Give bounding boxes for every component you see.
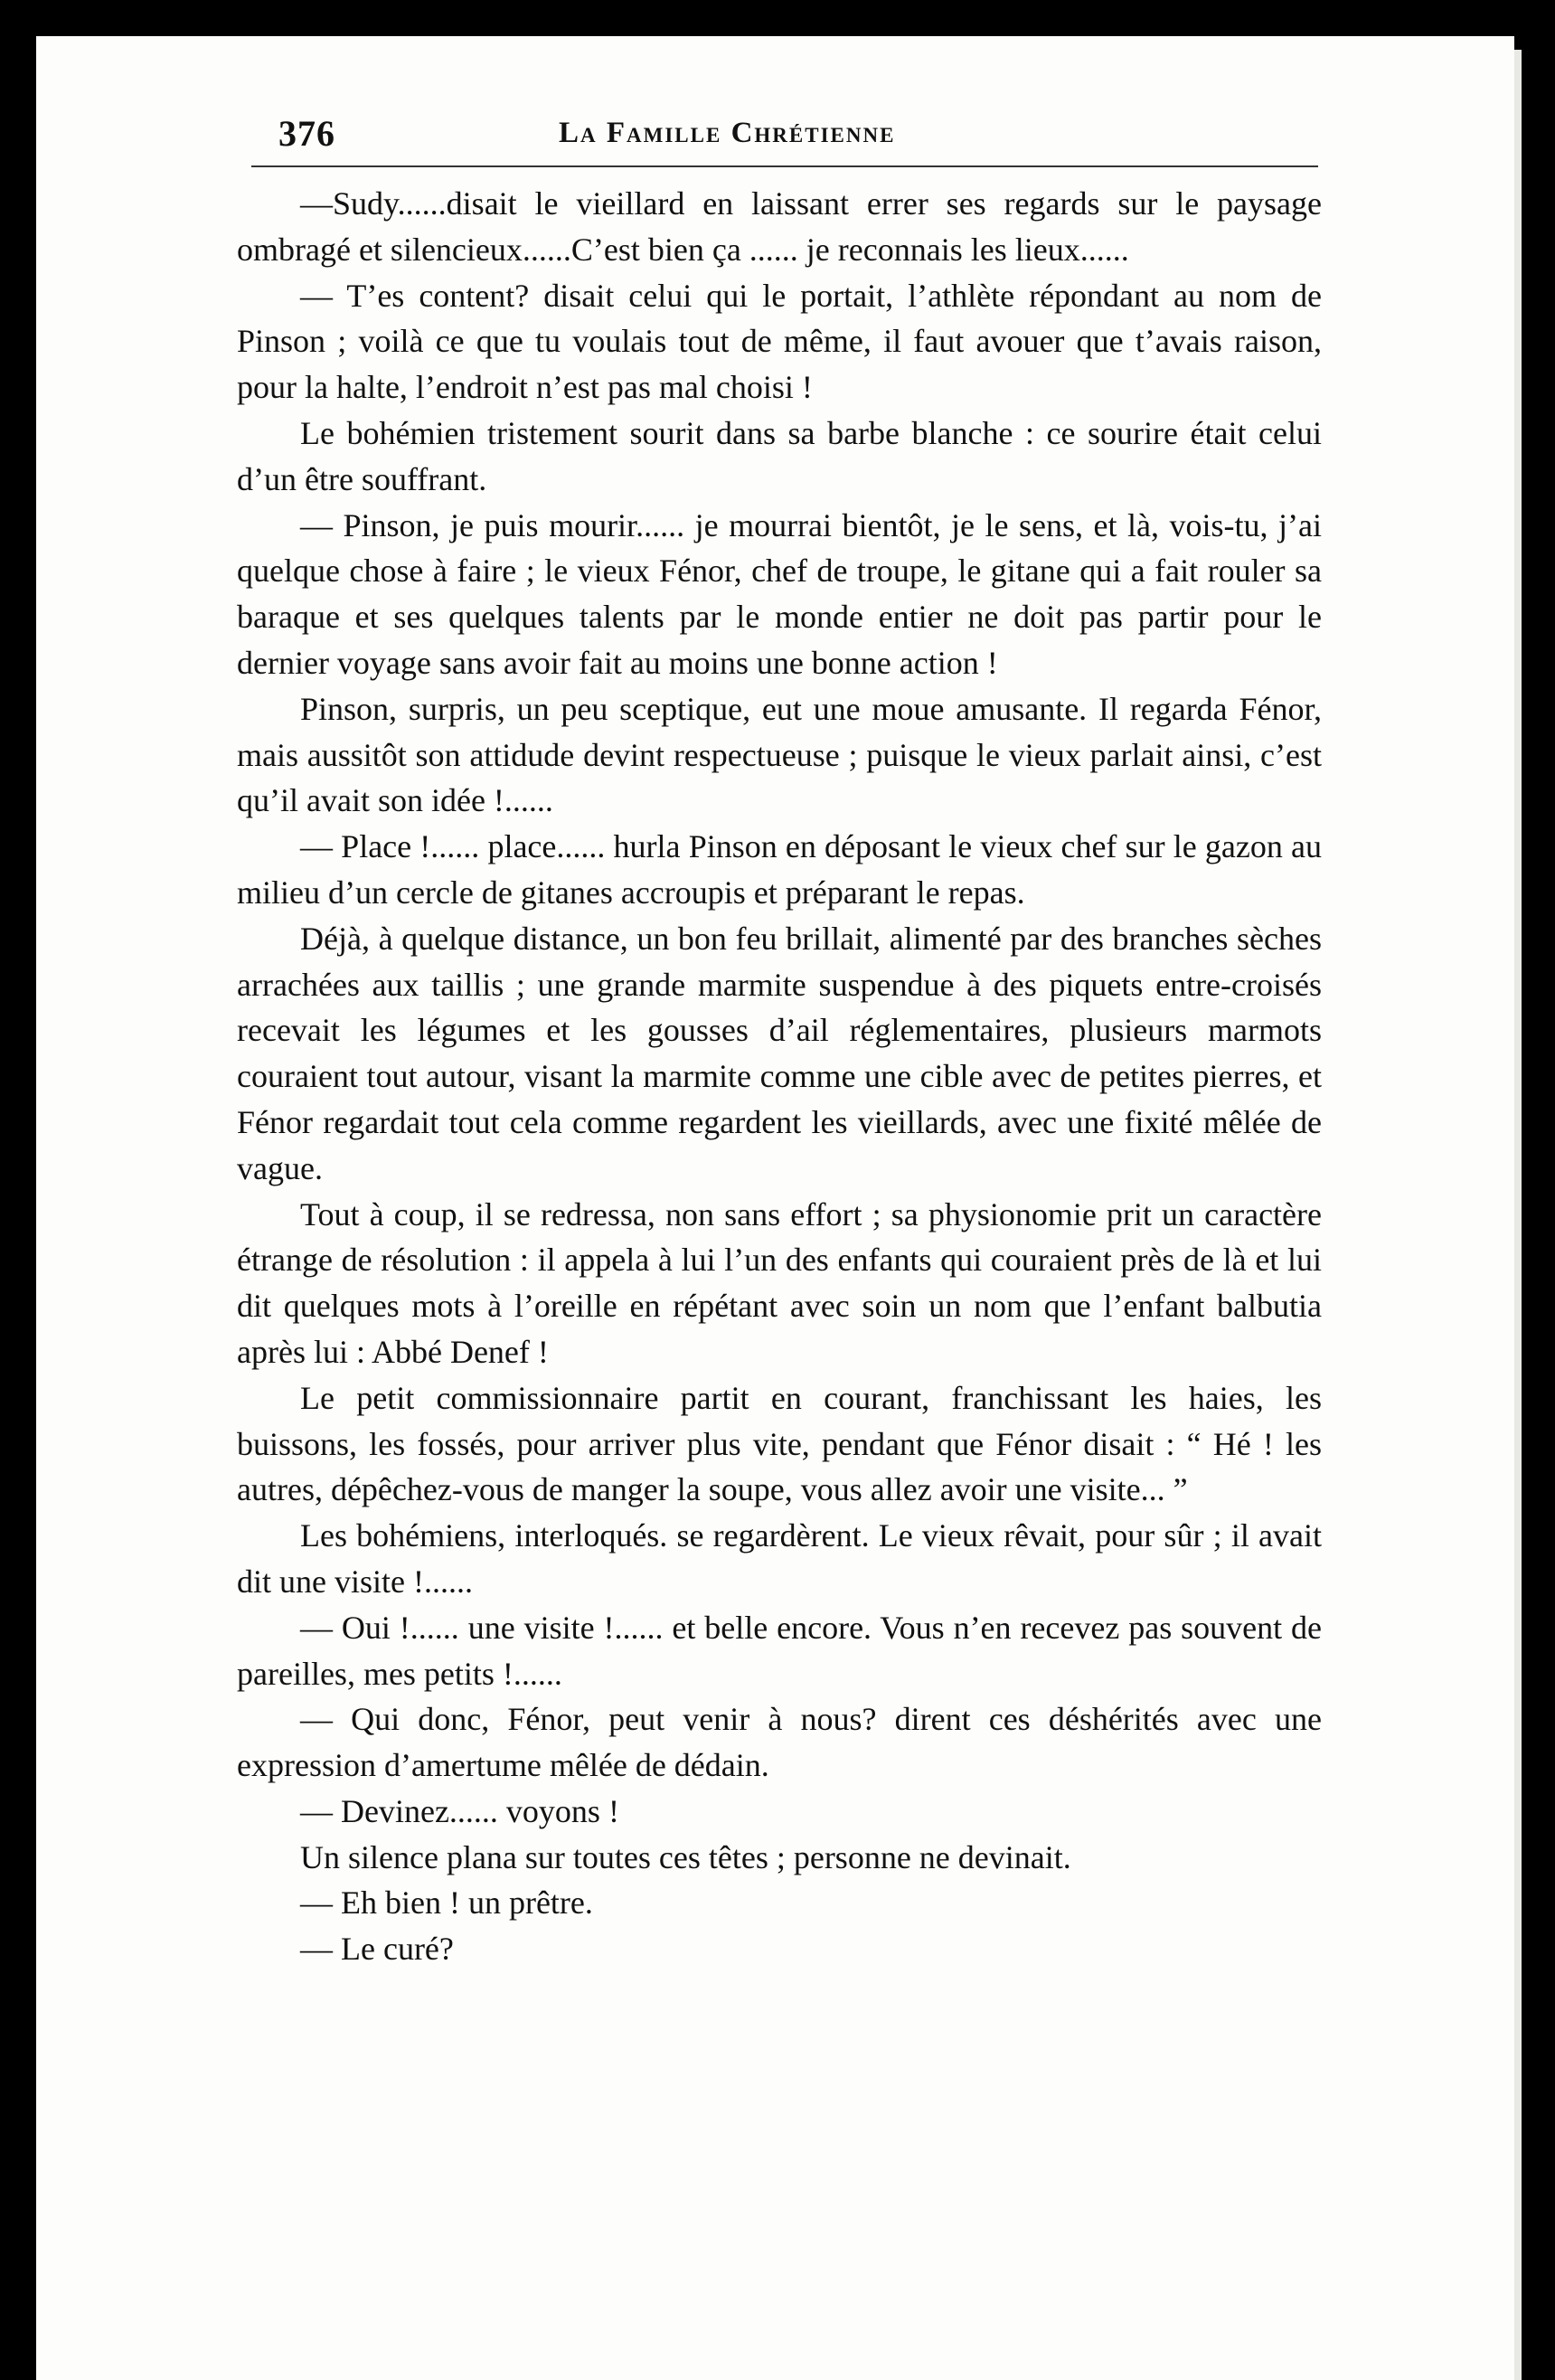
paragraph: — Oui !...... une visite !...... et belle encore. Vous n’en recevez pas souvent de pareilles, mes petits !...... <box>237 1609 1322 1692</box>
paragraph: — Qui donc, Fénor, peut venir à nous? dirent ces déshérités avec une expression d’amertume mêlée de dédain. <box>237 1701 1322 1784</box>
paragraph: — Place !...... place...... hurla Pinson en déposant le vieux chef sur le gazon au milieu d’un cercle de gitanes accroupis et préparant le repas. <box>237 828 1322 911</box>
page-edge <box>1514 50 1522 2380</box>
paragraph: — Pinson, je puis mourir...... je mourrai bientôt, je le sens, et là, vois-tu, j’ai quelque chose à faire ; le vieux Fénor, chef de troupe, le gitane qui a fait rouler sa baraque et ses quelques talents par le monde entier ne doit pas partir pour le dernier voyage sans avoir fait au moins une bonne action ! <box>237 506 1322 681</box>
paragraph: — Le curé? <box>300 1931 454 1968</box>
page-number: 376 <box>278 113 335 154</box>
paragraph: Pinson, surpris, un peu sceptique, eut une moue amusante. Il regarda Fénor, mais aussitôt son attidude devint respectueuse ; puisque le vieux parlait ainsi, c’est qu’il avait son idée !...... <box>237 690 1322 819</box>
paragraph: —Sudy......disait le vieillard en laissant errer ses regards sur le paysage ombragé et silencieux......C’est bien ça ...... je reconnais les lieux...... <box>237 185 1322 268</box>
body-text <box>237 181 1322 1972</box>
paragraph: Un silence plana sur toutes ces têtes ; personne ne devinait. <box>300 1838 1071 1875</box>
paragraph: Tout à coup, il se redressa, non sans effort ; sa physionomie prit un caractère étrange de résolution : il appela à lui l’un des enfants qui couraient près de là et lui dit quelques mots à l’oreille en répétant avec soin un nom que l’enfant balbutia après lui : Abbé Denef ! <box>237 1195 1322 1370</box>
header-rule <box>251 165 1318 167</box>
paragraph: Déjà, à quelque distance, un bon feu brillait, alimenté par des branches sèches arrachées aux taillis ; une grande marmite suspendue à des piquets entre-croisés recevait les légumes et les gousses d’ail réglementaires, plusieurs marmots couraient tout autour, visant la marmite comme une cible avec de petites pierres, et Fénor regardait tout cela comme regardent les vieillards, avec une fixité mêlée de vague. <box>237 920 1322 1186</box>
paragraph: Le petit commissionnaire partit en courant, franchissant les haies, les buissons, les fossés, pour arriver plus vite, pendant que Fénor disait : “ Hé ! les autres, dépêchez-vous de manger la soupe, vous allez avoir une visite... ” <box>237 1379 1322 1508</box>
paragraph: Le bohémien tristement sourit dans sa barbe blanche : ce sourire était celui d’un être souffrant. <box>237 414 1322 497</box>
running-title: La Famille Chrétienne <box>559 117 896 149</box>
paragraph: — Devinez...... voyons ! <box>300 1792 619 1829</box>
paragraph: — Eh bien ! un prêtre. <box>300 1884 593 1922</box>
page-header <box>278 83 1318 154</box>
paragraph: Les bohémiens, interloqués. se regardèrent. Le vieux rêvait, pour sûr ; il avait dit une visite !...... <box>237 1517 1322 1600</box>
book-page <box>36 36 1514 2380</box>
paragraph: — T’es content? disait celui qui le portait, l’athlète répondant au nom de Pinson ; voilà ce que tu voulais tout de même, il faut avouer que t’avais raison, pour la halte, l’endroit n’est pas mal choisi ! <box>237 277 1322 406</box>
